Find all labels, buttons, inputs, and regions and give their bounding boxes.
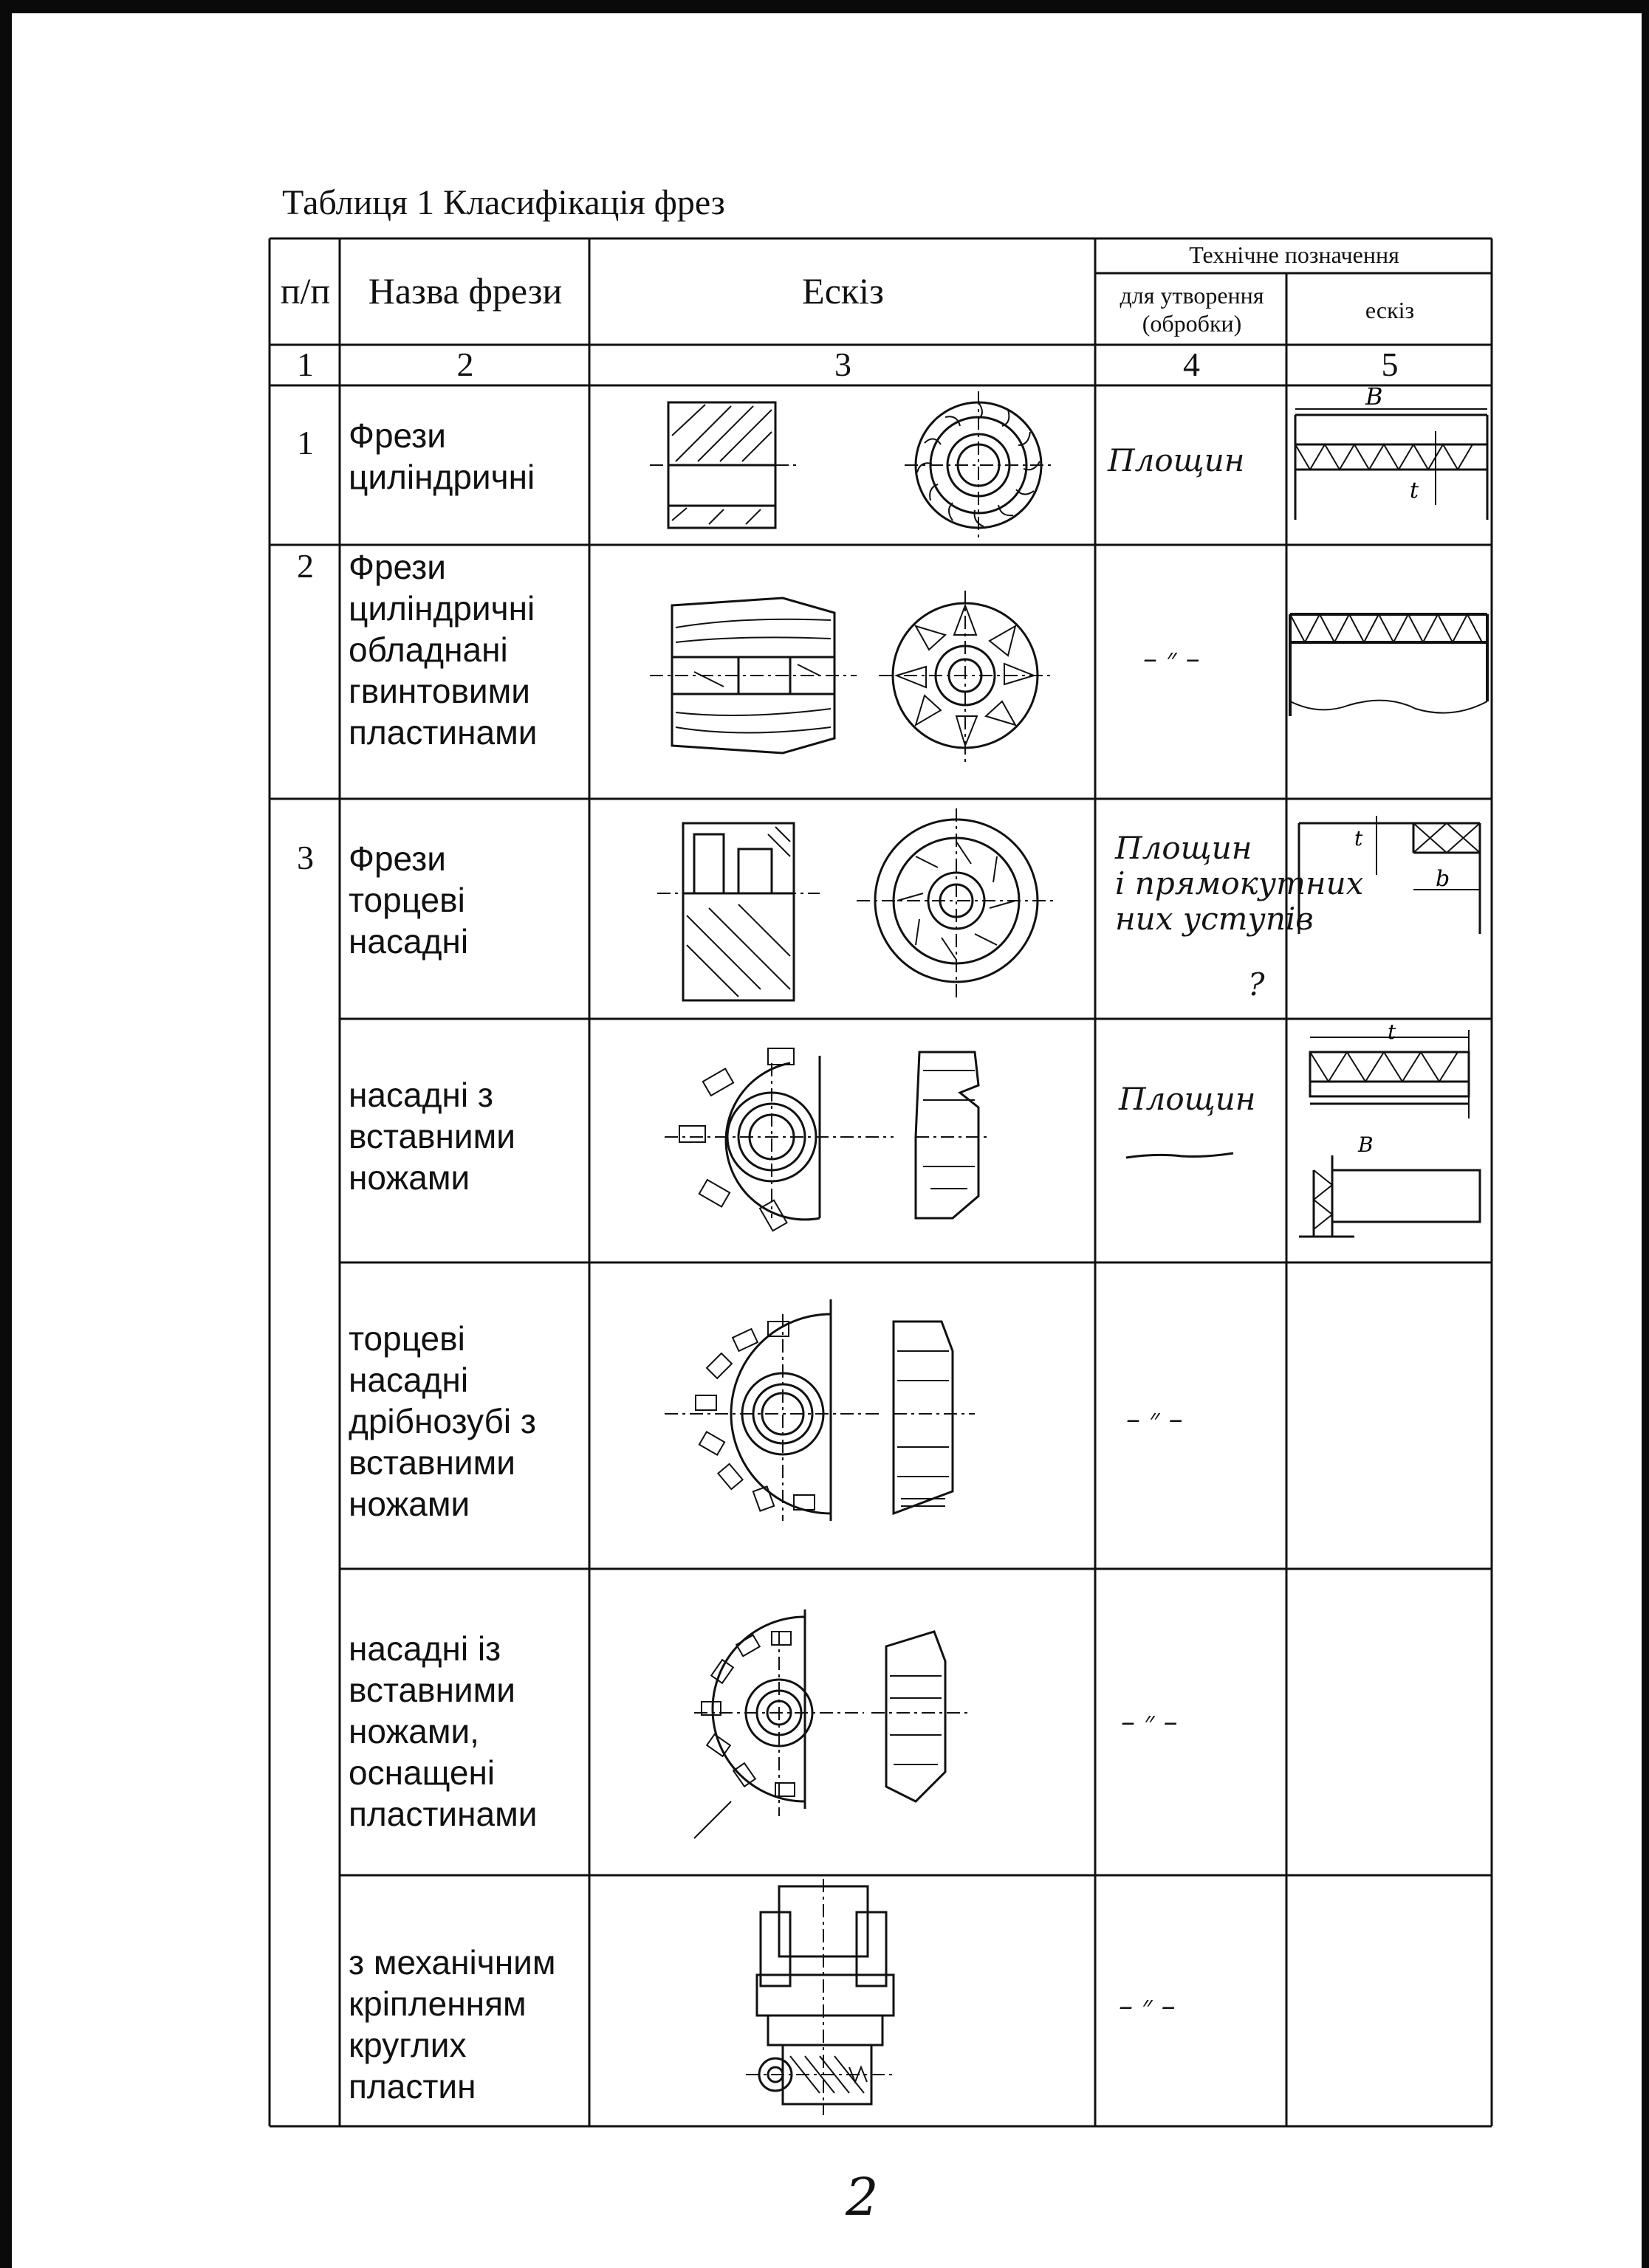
sketch-cylindrical-cutter (650, 391, 1063, 539)
purpose-handwritten: Площин (1119, 1081, 1256, 1117)
cutter-name: Фрези циліндричні обладнані гвинтовими пластинами (349, 548, 538, 752)
column-index-2: 2 (456, 346, 474, 383)
cutter-name: Фрези циліндричні (349, 416, 535, 496)
ditto-mark: – ״ – (1121, 1705, 1178, 1738)
sketch-shell-cutter-inserted-blades (650, 1026, 1063, 1248)
machining-sketch-plane-2 (1288, 605, 1492, 724)
dimension-label: t (1388, 1023, 1396, 1044)
cutter-name: з механічним кріпленням круглих пластин (349, 1943, 556, 2106)
dimension-label: B (1358, 1133, 1374, 1157)
ditto-mark: – ״ – (1143, 642, 1200, 675)
column-index-5: 5 (1381, 346, 1399, 383)
row-number: 2 (297, 547, 314, 585)
header-sketch: Ескіз (802, 270, 884, 312)
header-tech-sketch: ескіз (1365, 297, 1415, 323)
column-index-1: 1 (297, 346, 314, 383)
table-caption: Таблиця 1 Класифікація фрез (282, 183, 725, 222)
row-number: 1 (297, 424, 314, 461)
question-mark: ? (1248, 966, 1265, 1003)
dimension-label: t (1410, 478, 1419, 504)
machining-sketch-blades (1288, 1023, 1492, 1244)
dimension-label: b (1436, 866, 1450, 892)
header-name: Назва фрези (368, 270, 563, 312)
purpose-handwritten: Площин і прямокутних них уступів (1115, 830, 1364, 937)
purpose-handwritten: Площин (1108, 442, 1245, 478)
sketch-fine-tooth-face-cutter (650, 1270, 1063, 1558)
dash-mark (1122, 1144, 1241, 1166)
cutter-name: насадні з вставними ножами (349, 1076, 515, 1197)
dimension-label: B (1365, 387, 1383, 410)
sketch-shell-cutter-inserted-blades-plates (650, 1580, 1063, 1860)
column-index-4: 4 (1183, 346, 1200, 383)
machining-sketch-step (1288, 808, 1492, 941)
ditto-mark: – ״ – (1126, 1403, 1183, 1435)
row-number: 3 (297, 839, 314, 876)
cutter-name: Фрези торцеві насадні (349, 839, 469, 961)
header-number: п/п (280, 270, 331, 312)
sketch-face-shell-cutter (650, 805, 1063, 1011)
cutter-name: торцеві насадні дрібнозубі з вставними ножами (349, 1319, 536, 1523)
sketch-cylindrical-cutter-helical-plates (650, 583, 1063, 775)
page-number: 2 (846, 2167, 879, 2227)
column-index-3: 3 (834, 346, 851, 383)
header-tech-purpose: для утворення (обробки) (1120, 282, 1264, 337)
header-technical-designation: Технічне позначення (1189, 241, 1399, 268)
machining-sketch-plane (1288, 387, 1492, 543)
cutter-name: насадні із вставними ножами, оснащені пластинами (349, 1629, 538, 1833)
ditto-mark: – ״ – (1119, 1990, 1176, 2022)
dimension-label: t (1354, 826, 1363, 850)
sketch-cutter-round-plates (650, 1879, 1063, 2123)
